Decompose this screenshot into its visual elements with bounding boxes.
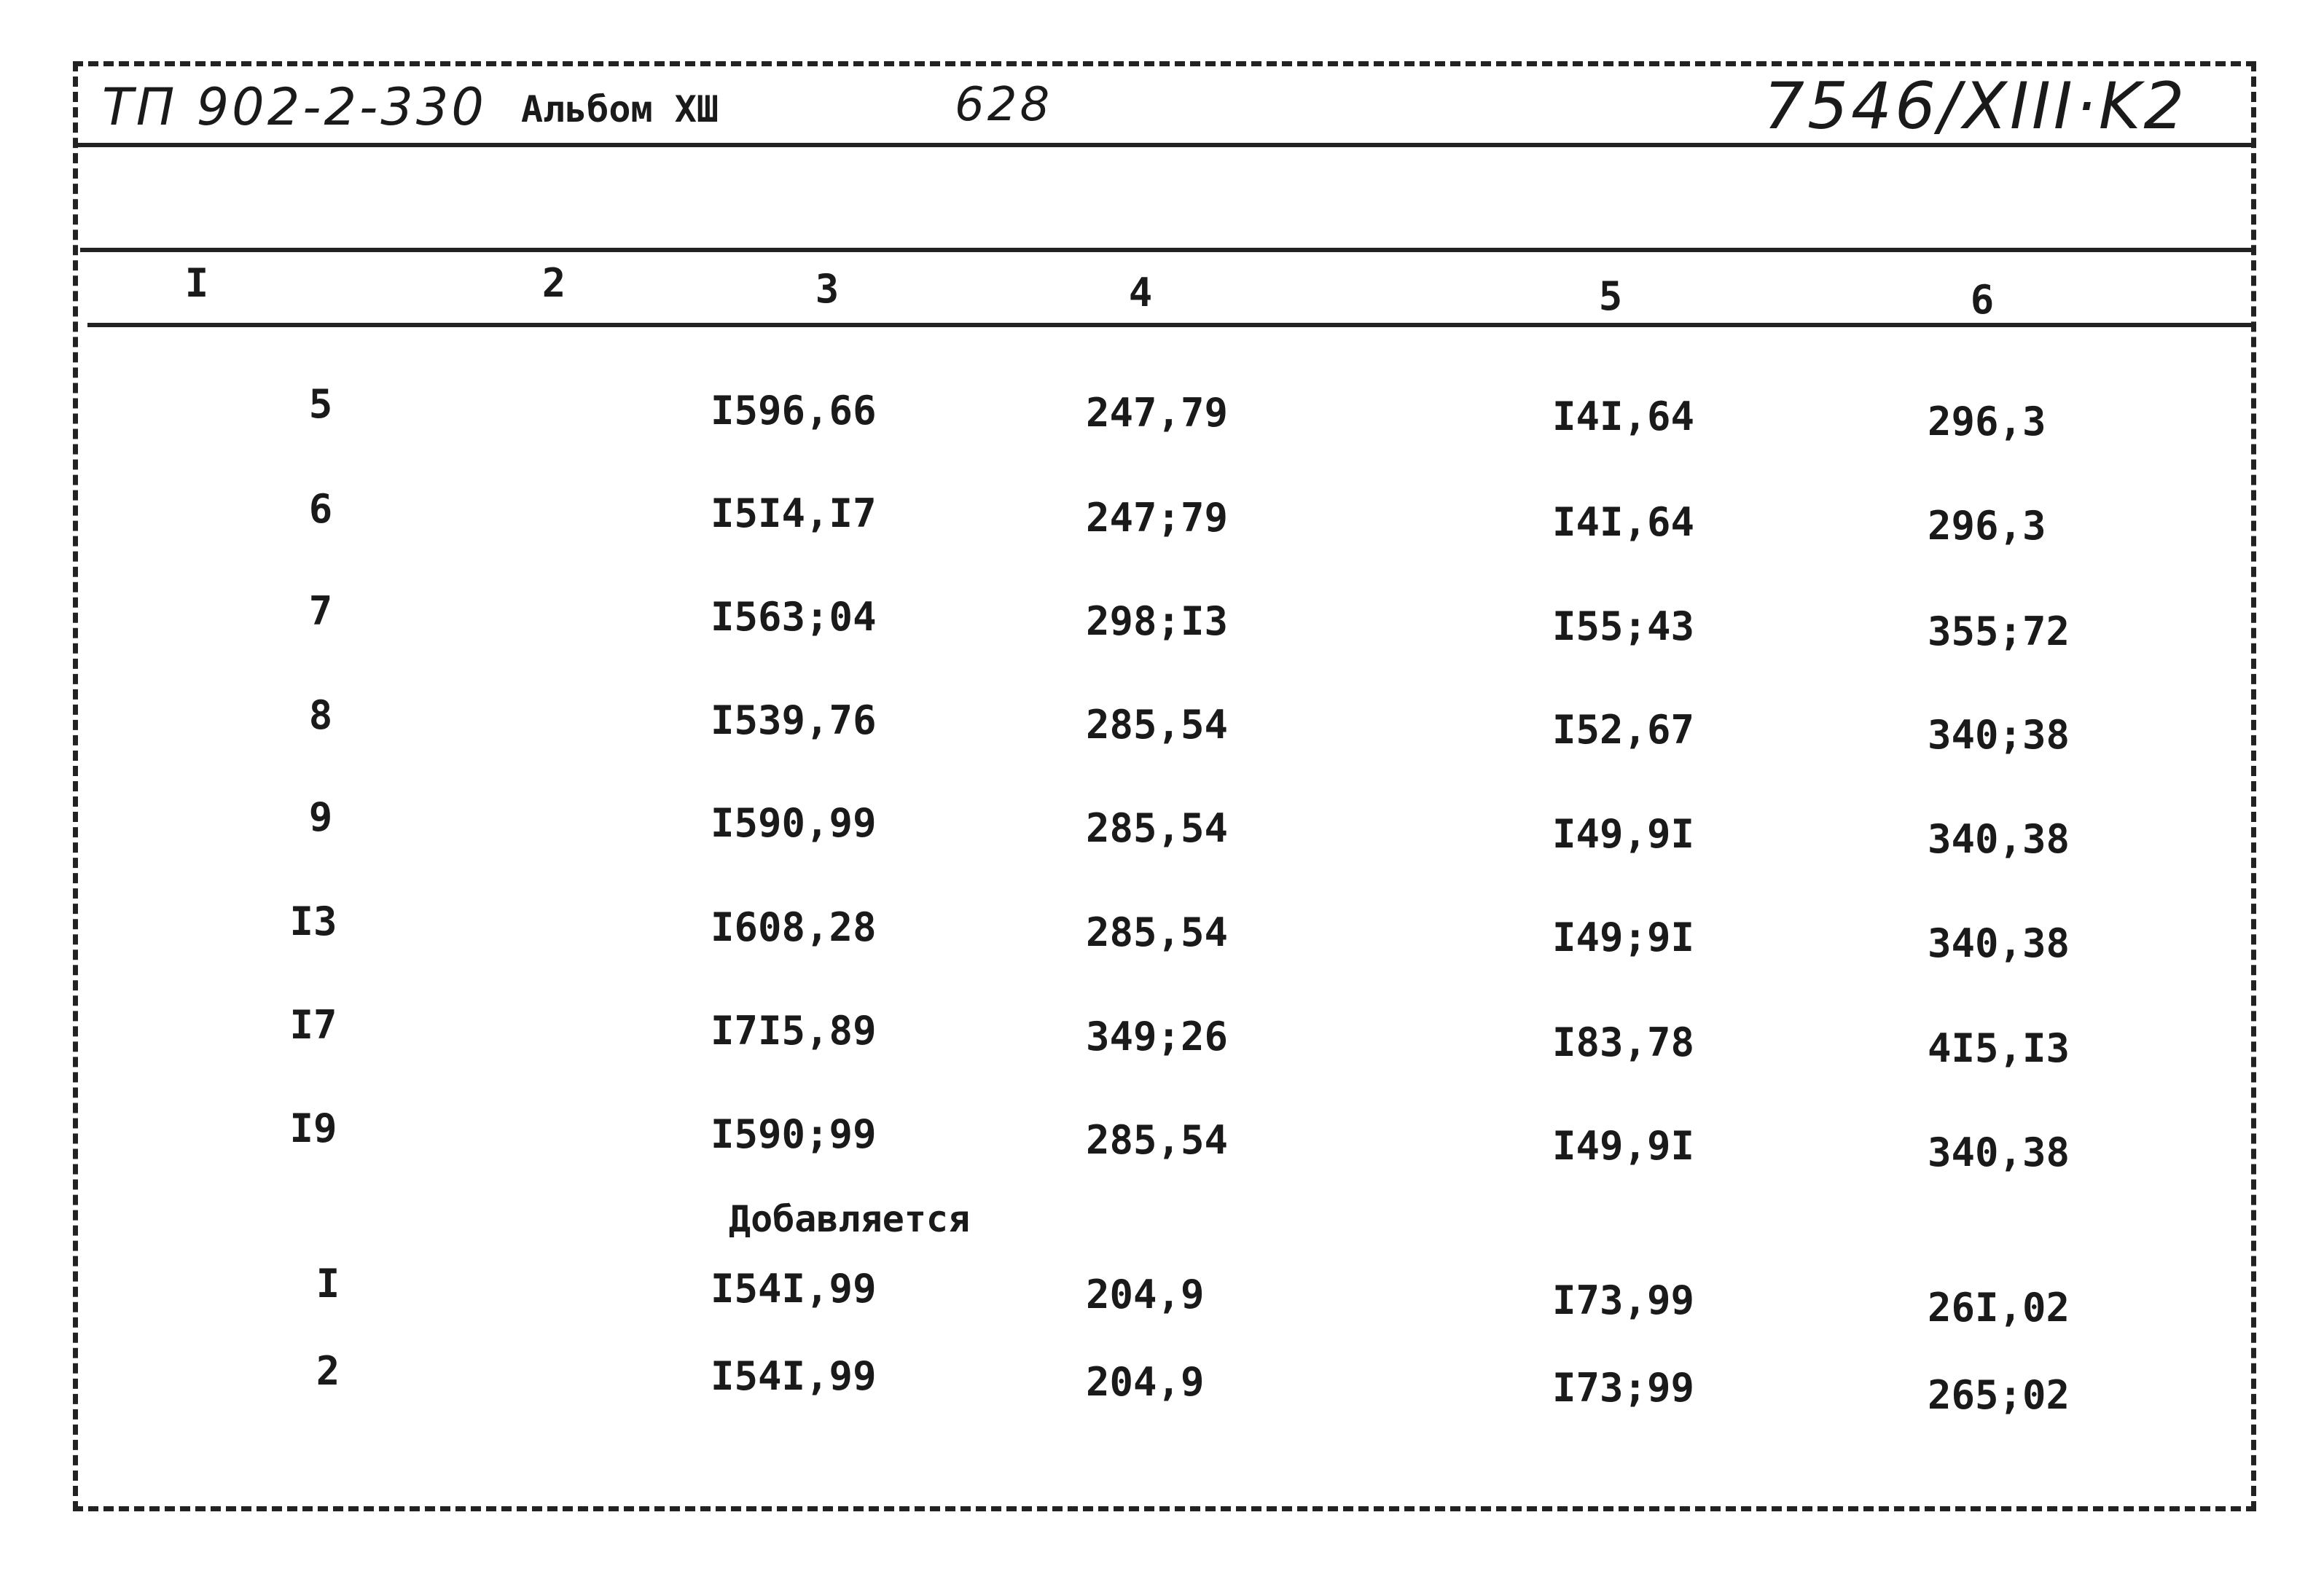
- cell-col6: 340,38: [1928, 1129, 2070, 1175]
- cell-col3: I7I5,89: [711, 1008, 877, 1054]
- cell-col1: I3: [289, 898, 337, 944]
- cell-col6: 265;02: [1928, 1372, 2070, 1418]
- cell-col6: 340;38: [1928, 712, 2070, 758]
- cell-col4: 285,54: [1086, 909, 1229, 955]
- inventory-number: 7546/XIII·K2: [1764, 68, 2188, 144]
- cell-col1: 9: [308, 794, 333, 840]
- page-mark: 628: [955, 78, 1053, 132]
- column-header-3: 3: [815, 266, 840, 312]
- cell-col3: I596,66: [711, 388, 877, 434]
- cell-col5: I4I,64: [1552, 499, 1695, 545]
- cell-col1: 8: [308, 692, 333, 738]
- cell-col5: I52,67: [1552, 707, 1695, 753]
- cell-col3: I608,28: [711, 904, 877, 950]
- cell-col6: 26I,02: [1928, 1285, 2070, 1331]
- cell-col5: I49,9I: [1552, 1123, 1695, 1169]
- cell-col6: 340,38: [1928, 920, 2070, 966]
- cell-col3: I590;99: [711, 1111, 877, 1157]
- cell-col1: I: [316, 1261, 340, 1307]
- cell-col4: 285,54: [1086, 702, 1229, 748]
- cell-col5: I73,99: [1552, 1277, 1695, 1323]
- album-label: Альбом XШ: [521, 88, 719, 130]
- cell-col6: 355;72: [1928, 608, 2070, 654]
- doc-code: ТП 902-2-330: [102, 77, 487, 137]
- cell-col1: 7: [308, 588, 333, 634]
- cell-col3: I5I4,I7: [711, 490, 877, 536]
- column-header-4: 4: [1128, 270, 1153, 316]
- cell-col4: 349;26: [1086, 1014, 1229, 1060]
- cell-col1: 5: [308, 381, 333, 427]
- cell-col6: 4I5,I3: [1928, 1025, 2070, 1071]
- cell-col5: I4I,64: [1552, 394, 1695, 439]
- cell-col6: 296,3: [1928, 399, 2046, 445]
- cell-col3: I54I,99: [711, 1353, 877, 1399]
- cell-col3: I590,99: [711, 800, 877, 846]
- cell-col6: 296,3: [1928, 503, 2046, 549]
- column-header-5: 5: [1598, 273, 1623, 319]
- cell-col1: I9: [289, 1105, 337, 1151]
- cell-col4: 247,79: [1086, 390, 1229, 436]
- cell-col4: 247;79: [1086, 495, 1229, 541]
- cell-col4: 204,9: [1086, 1272, 1205, 1317]
- cell-col5: I83,78: [1552, 1019, 1695, 1065]
- column-header-rule: [87, 323, 2256, 327]
- cell-col6: 340,38: [1928, 816, 2070, 862]
- section-label: Добавляется: [729, 1198, 971, 1240]
- column-header-2: 2: [541, 260, 566, 306]
- cell-col4: 285,54: [1086, 805, 1229, 851]
- column-header-1: I: [184, 260, 209, 306]
- cell-col3: I563;04: [711, 594, 877, 640]
- column-header-6: 6: [1970, 277, 1995, 323]
- table-top-rule: [80, 248, 2256, 252]
- cell-col4: 204,9: [1086, 1359, 1205, 1405]
- cell-col5: I49,9I: [1552, 811, 1695, 857]
- cell-col1: I7: [289, 1002, 337, 1048]
- cell-col5: I49;9I: [1552, 915, 1695, 960]
- cell-col5: I55;43: [1552, 603, 1695, 649]
- cell-col4: 285,54: [1086, 1117, 1229, 1163]
- cell-col1: 6: [308, 486, 333, 532]
- cell-col3: I539,76: [711, 697, 877, 743]
- cell-col5: I73;99: [1552, 1365, 1695, 1411]
- cell-col3: I54I,99: [711, 1266, 877, 1312]
- cell-col4: 298;I3: [1086, 598, 1229, 644]
- cell-col1: 2: [316, 1348, 340, 1394]
